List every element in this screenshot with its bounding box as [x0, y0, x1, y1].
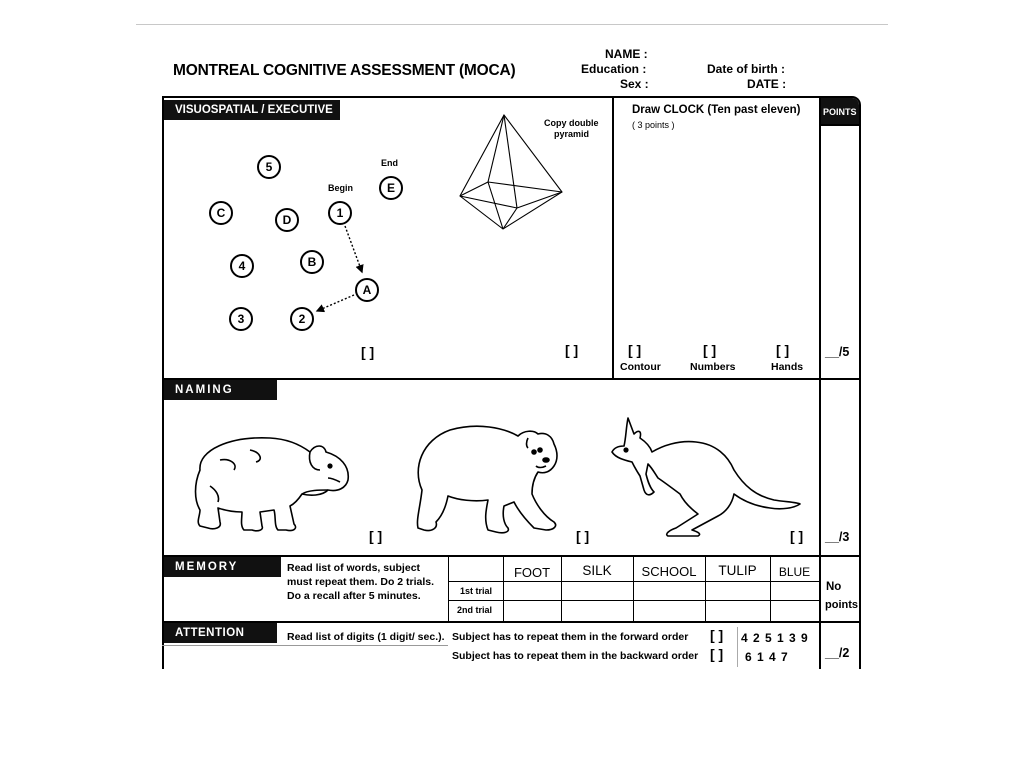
- trial-label-1: 1st trial: [460, 586, 493, 596]
- sex-label: Sex :: [620, 77, 649, 91]
- section-label-naming: NAMING: [164, 380, 277, 400]
- memory-instructions-line1: Read list of words, subject: [287, 562, 421, 574]
- memory-table-line: [448, 557, 449, 621]
- backward-digits: 6 1 4 7: [745, 650, 789, 664]
- points-column-divider: [819, 96, 821, 669]
- naming-score[interactable]: __/3: [825, 530, 850, 544]
- polar-bear-image: [408, 420, 566, 536]
- date-label: DATE :: [747, 77, 787, 91]
- kangaroo-image: [606, 416, 806, 538]
- section-label-visuospatial: VISUOSPATIAL / EXECUTIVE: [164, 100, 340, 120]
- double-pyramid-figure: [455, 112, 567, 232]
- memory-word-foot: FOOT: [513, 565, 551, 580]
- trail-node-a[interactable]: A: [355, 278, 379, 302]
- hippopotamus-image: [190, 430, 352, 534]
- section-label-attention: ATTENTION: [164, 623, 277, 643]
- forward-order-text: Subject has to repeat them in the forward order: [452, 631, 689, 643]
- backward-bracket[interactable]: [ ]: [710, 646, 724, 662]
- numbers-label: Numbers: [690, 361, 736, 373]
- forward-bracket[interactable]: [ ]: [710, 627, 724, 643]
- trail-node-5[interactable]: 5: [257, 155, 281, 179]
- trail-node-d[interactable]: D: [275, 208, 299, 232]
- visuospatial-score[interactable]: __/5: [825, 345, 850, 359]
- name-label: NAME :: [605, 47, 648, 61]
- trail-node-c[interactable]: C: [209, 201, 233, 225]
- memory-word-tulip: TULIP: [718, 563, 757, 578]
- numbers-bracket[interactable]: [ ]: [703, 342, 717, 358]
- memory-word-silk: SILK: [582, 563, 612, 578]
- end-label: End: [381, 158, 398, 168]
- naming-bracket-3[interactable]: [ ]: [790, 528, 804, 544]
- memory-word-blue: BLUE: [778, 565, 811, 579]
- attention-score[interactable]: __/2: [825, 646, 850, 660]
- memory-word-school: SCHOOL: [641, 564, 697, 579]
- pyramid-caption-line2: pyramid: [554, 129, 590, 139]
- begin-label: Begin: [328, 183, 354, 193]
- contour-label: Contour: [620, 361, 661, 373]
- points-header: POINTS: [823, 107, 857, 117]
- hands-label: Hands: [771, 361, 804, 373]
- attention-row-line: [162, 645, 448, 646]
- naming-bracket-1[interactable]: [ ]: [369, 528, 383, 544]
- attention-instructions: Read list of digits (1 digit/ sec.).: [287, 631, 445, 643]
- points-header-line: [821, 124, 859, 126]
- section-label-memory: MEMORY: [164, 557, 281, 577]
- clock-points: ( 3 points ): [632, 120, 675, 130]
- memory-instructions-line2: must repeat them. Do 2 trials.: [287, 576, 435, 588]
- education-label: Education :: [581, 62, 647, 76]
- memory-table-line: [448, 581, 819, 582]
- top-divider: [136, 24, 888, 25]
- memory-score-line1: No: [826, 581, 842, 593]
- memory-instructions-line3: Do a recall after 5 minutes.: [287, 590, 421, 602]
- naming-bracket-2[interactable]: [ ]: [576, 528, 590, 544]
- memory-score-line2: points: [825, 599, 858, 611]
- trail-node-b[interactable]: B: [300, 250, 324, 274]
- trial-label-2: 2nd trial: [457, 605, 493, 615]
- trail-node-4[interactable]: 4: [230, 254, 254, 278]
- memory-table-line: [448, 600, 819, 601]
- trail-node-1[interactable]: 1: [328, 201, 352, 225]
- trail-node-2[interactable]: 2: [290, 307, 314, 331]
- clock-divider: [612, 98, 614, 379]
- forward-digits: 4 2 5 1 3 9: [741, 631, 809, 645]
- pyramid-score-bracket[interactable]: [ ]: [565, 342, 579, 358]
- digit-divider: [737, 627, 738, 667]
- dob-label: Date of birth :: [707, 62, 785, 76]
- pyramid-caption-line1: Copy double: [544, 118, 599, 128]
- hands-bracket[interactable]: [ ]: [776, 342, 790, 358]
- page-title: MONTREAL COGNITIVE ASSESSMENT (MOCA): [173, 62, 516, 79]
- contour-bracket[interactable]: [ ]: [628, 342, 642, 358]
- trail-score-bracket[interactable]: [ ]: [361, 344, 375, 360]
- clock-drawing-area[interactable]: [620, 130, 816, 340]
- backward-order-text: Subject has to repeat them in the backward order: [452, 650, 699, 662]
- clock-title: Draw CLOCK (Ten past eleven): [632, 104, 801, 116]
- trail-node-e[interactable]: E: [379, 176, 403, 200]
- trail-node-3[interactable]: 3: [229, 307, 253, 331]
